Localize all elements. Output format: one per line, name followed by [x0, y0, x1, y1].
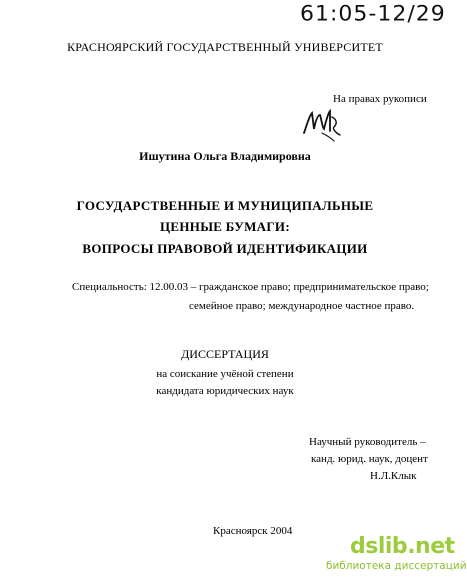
- watermark-site-name: dslib: [350, 534, 408, 559]
- watermark-tld: net: [415, 534, 455, 559]
- city-year: Красноярск 2004: [213, 525, 293, 537]
- thesis-title-line: ВОПРОСЫ ПРАВОВОЙ ИДЕНТИФИКАЦИИ: [82, 241, 368, 256]
- thesis-title-line: ГОСУДАРСТВЕННЫЕ И МУНИЦИПАЛЬНЫЕ: [76, 198, 374, 213]
- supervisor-degree: канд. юрид. наук, доцент: [311, 453, 428, 465]
- supervisor-name: Н.Л.Клык: [370, 470, 417, 482]
- supervisor-label: Научный руководитель –: [309, 436, 426, 448]
- watermark-dot: .: [407, 534, 416, 559]
- watermark-subtitle: библиотека диссертаций: [326, 560, 467, 572]
- degree-line: на соискание учёной степени: [156, 368, 294, 380]
- author-name: Ишутина Ольга Владимировна: [139, 149, 311, 163]
- dissertation-type: ДИССЕРТАЦИЯ: [181, 347, 269, 361]
- watermark-logo: [350, 534, 455, 559]
- archive-stamp-code: 61:05-12/29: [300, 2, 446, 27]
- handwritten-signature: [300, 103, 344, 143]
- specialty-line: Специальность: 12.00.03 – гражданское право; предпринимательское право;: [72, 281, 429, 293]
- university-name: КРАСНОЯРСКИЙ ГОСУДАРСТВЕННЫЙ УНИВЕРСИТЕТ: [67, 40, 383, 54]
- degree-line: кандидата юридических наук: [156, 385, 294, 397]
- rights-note: На правах рукописи: [333, 93, 427, 105]
- specialty-line: семейное право; международное частное право.: [189, 300, 415, 312]
- thesis-title-line: ЦЕННЫЕ БУМАГИ:: [160, 219, 290, 234]
